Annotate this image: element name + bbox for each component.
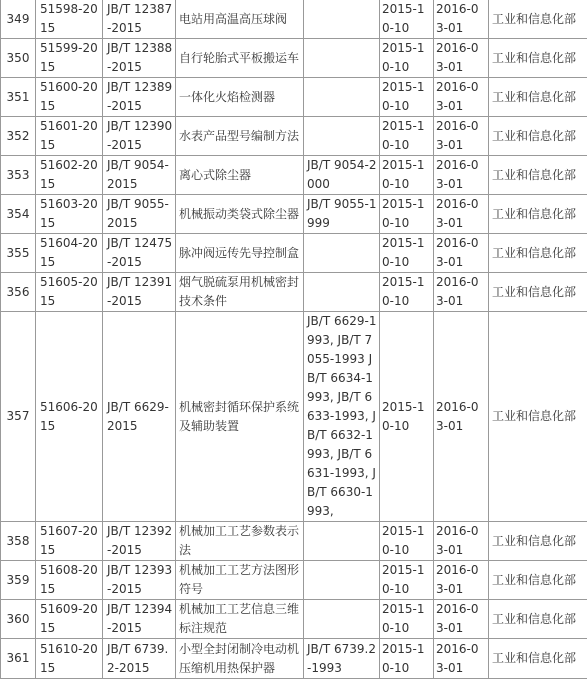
row-number-cell: 351 — [1, 78, 36, 117]
table-row — [1, 117, 587, 156]
standard-name-cell: 自行轮胎式平板搬运车 — [176, 39, 304, 78]
table-row — [1, 0, 587, 39]
standard-name-cell: 脉冲阀远传先导控制盒 — [176, 234, 304, 273]
standard-name-cell: 机械密封循环保护系统及辅助装置 — [176, 312, 304, 522]
replaced-standard-cell: JB/T 9054-2000 — [304, 156, 380, 195]
effective-date-cell: 2016-03-01 — [434, 522, 489, 561]
standard-number-cell: JB/T 12387-2015 — [103, 0, 176, 39]
issue-date-cell: 2015-10-10 — [380, 156, 434, 195]
issue-date-cell: 2015-10-10 — [380, 273, 434, 312]
department-cell: 工业和信息化部 — [489, 195, 587, 234]
standard-number-cell: JB/T 12392-2015 — [103, 522, 176, 561]
standard-code-cell: 51603-2015 — [36, 195, 103, 234]
standard-name-cell: 电站用高温高压球阀 — [176, 0, 304, 39]
effective-date-cell: 2016-03-01 — [434, 156, 489, 195]
department-cell: 工业和信息化部 — [489, 639, 587, 679]
row-number-cell: 358 — [1, 522, 36, 561]
replaced-standard-cell — [304, 78, 380, 117]
standard-number-cell: JB/T 12388-2015 — [103, 39, 176, 78]
department-cell: 工业和信息化部 — [489, 600, 587, 639]
issue-date-cell: 2015-10-10 — [380, 639, 434, 679]
replaced-standard-cell — [304, 234, 380, 273]
issue-date-cell: 2015-10-10 — [380, 522, 434, 561]
standard-code-cell: 51598-2015 — [36, 0, 103, 39]
effective-date-cell: 2016-03-01 — [434, 195, 489, 234]
table-row — [1, 273, 587, 312]
standard-number-cell: JB/T 6739.2-2015 — [103, 639, 176, 679]
standard-code-cell: 51599-2015 — [36, 39, 103, 78]
standard-code-cell: 51605-2015 — [36, 273, 103, 312]
replaced-standard-cell — [304, 561, 380, 600]
issue-date-cell: 2015-10-10 — [380, 0, 434, 39]
issue-date-cell: 2015-10-10 — [380, 312, 434, 522]
standard-code-cell: 51604-2015 — [36, 234, 103, 273]
issue-date-cell: 2015-10-10 — [380, 117, 434, 156]
department-cell: 工业和信息化部 — [489, 561, 587, 600]
replaced-standard-cell: JB/T 6739.2-1993 — [304, 639, 380, 679]
replaced-standard-cell — [304, 522, 380, 561]
department-cell: 工业和信息化部 — [489, 312, 587, 522]
standard-name-cell: 烟气脱硫泵用机械密封技术条件 — [176, 273, 304, 312]
effective-date-cell: 2016-03-01 — [434, 561, 489, 600]
standard-name-cell: 水表产品型号编制方法 — [176, 117, 304, 156]
department-cell: 工业和信息化部 — [489, 117, 587, 156]
table-row — [1, 39, 587, 78]
row-number-cell: 350 — [1, 39, 36, 78]
standard-name-cell: 机械加工工艺方法图形符号 — [176, 561, 304, 600]
row-number-cell: 352 — [1, 117, 36, 156]
table-row — [1, 561, 587, 600]
row-number-cell: 361 — [1, 639, 36, 679]
standard-code-cell: 51602-2015 — [36, 156, 103, 195]
issue-date-cell: 2015-10-10 — [380, 600, 434, 639]
department-cell: 工业和信息化部 — [489, 78, 587, 117]
department-cell: 工业和信息化部 — [489, 156, 587, 195]
standard-code-cell: 51607-2015 — [36, 522, 103, 561]
effective-date-cell: 2016-03-01 — [434, 600, 489, 639]
replaced-standard-cell — [304, 273, 380, 312]
table-row — [1, 234, 587, 273]
issue-date-cell: 2015-10-10 — [380, 561, 434, 600]
replaced-standard-cell: JB/T 9055-1999 — [304, 195, 380, 234]
department-cell: 工业和信息化部 — [489, 234, 587, 273]
department-cell: 工业和信息化部 — [489, 273, 587, 312]
issue-date-cell: 2015-10-10 — [380, 39, 434, 78]
standard-code-cell: 51610-2015 — [36, 639, 103, 679]
replaced-standard-cell — [304, 39, 380, 78]
standard-name-cell: 小型全封闭制冷电动机压缩机用热保护器 — [176, 639, 304, 679]
standard-code-cell: 51606-2015 — [36, 312, 103, 522]
table-body — [1, 0, 587, 679]
effective-date-cell: 2016-03-01 — [434, 78, 489, 117]
department-cell: 工业和信息化部 — [489, 522, 587, 561]
standard-code-cell: 51601-2015 — [36, 117, 103, 156]
row-number-cell: 354 — [1, 195, 36, 234]
department-cell: 工业和信息化部 — [489, 39, 587, 78]
row-number-cell: 349 — [1, 0, 36, 39]
row-number-cell: 360 — [1, 600, 36, 639]
table-row — [1, 600, 587, 639]
issue-date-cell: 2015-10-10 — [380, 78, 434, 117]
effective-date-cell: 2016-03-01 — [434, 117, 489, 156]
standard-number-cell: JB/T 9054-2015 — [103, 156, 176, 195]
issue-date-cell: 2015-10-10 — [380, 195, 434, 234]
standard-number-cell: JB/T 6629-2015 — [103, 312, 176, 522]
effective-date-cell: 2016-03-01 — [434, 0, 489, 39]
table-row — [1, 156, 587, 195]
table-row — [1, 78, 587, 117]
effective-date-cell: 2016-03-01 — [434, 312, 489, 522]
standard-name-cell: 机械振动类袋式除尘器 — [176, 195, 304, 234]
standard-number-cell: JB/T 12393-2015 — [103, 561, 176, 600]
standard-code-cell: 51609-2015 — [36, 600, 103, 639]
standard-number-cell: JB/T 9055-2015 — [103, 195, 176, 234]
table-row — [1, 522, 587, 561]
department-cell: 工业和信息化部 — [489, 0, 587, 39]
replaced-standard-cell — [304, 0, 380, 39]
standard-number-cell: JB/T 12394-2015 — [103, 600, 176, 639]
standard-number-cell: JB/T 12391-2015 — [103, 273, 176, 312]
table-row — [1, 312, 587, 522]
effective-date-cell: 2016-03-01 — [434, 39, 489, 78]
effective-date-cell: 2016-03-01 — [434, 234, 489, 273]
table-row — [1, 639, 587, 679]
standard-code-cell: 51600-2015 — [36, 78, 103, 117]
standard-number-cell: JB/T 12389-2015 — [103, 78, 176, 117]
table-row — [1, 195, 587, 234]
row-number-cell: 357 — [1, 312, 36, 522]
effective-date-cell: 2016-03-01 — [434, 273, 489, 312]
effective-date-cell: 2016-03-01 — [434, 639, 489, 679]
row-number-cell: 353 — [1, 156, 36, 195]
standard-code-cell: 51608-2015 — [36, 561, 103, 600]
row-number-cell: 359 — [1, 561, 36, 600]
issue-date-cell: 2015-10-10 — [380, 234, 434, 273]
replaced-standard-cell: JB/T 6629-1993, JB/T 7055-1993 JB/T 6634-1993, JB/T 6633-1993, JB/T 6632-1993, JB/T 6631-1993, JB/T 6630-1993, — [304, 312, 380, 522]
row-number-cell: 356 — [1, 273, 36, 312]
standard-name-cell: 机械加工工艺参数表示法 — [176, 522, 304, 561]
replaced-standard-cell — [304, 117, 380, 156]
standard-number-cell: JB/T 12475-2015 — [103, 234, 176, 273]
row-number-cell: 355 — [1, 234, 36, 273]
standard-name-cell: 离心式除尘器 — [176, 156, 304, 195]
standard-number-cell: JB/T 12390-2015 — [103, 117, 176, 156]
standard-name-cell: 一体化火焰检测器 — [176, 78, 304, 117]
replaced-standard-cell — [304, 600, 380, 639]
standard-name-cell: 机械加工工艺信息三维标注规范 — [176, 600, 304, 639]
